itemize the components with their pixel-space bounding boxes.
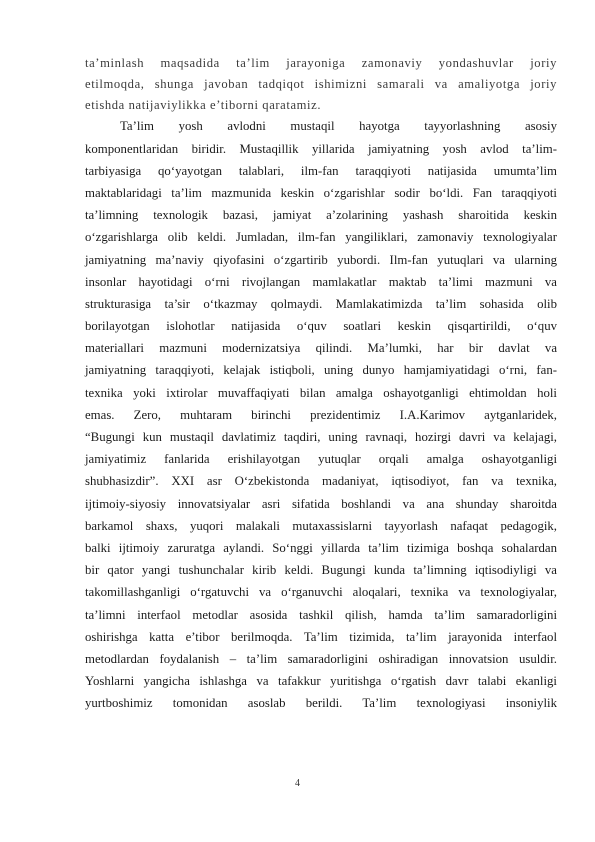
body-line: komponentlaridan biridir. Mustaqillik yillarida jamiyatning yosh avlod ta’lim- bbox=[85, 141, 557, 156]
body-line: oshirishga katta e’tibor berilmoqda. Ta’lim tizimida, ta’lim jarayonida interfaol bbox=[85, 629, 557, 644]
body-line: metodlardan foydalanish – ta’lim samaradorligini oshiradigan innovatsion usuldir. bbox=[85, 651, 557, 666]
body-line: “Bugungi kun mustaqil davlatimiz taqdiri, uning ravnaqi, hozirgi davri va kelajagi, bbox=[85, 430, 557, 445]
body-line: materiallari mazmuni modernizatsiya qilindi. Ma’lumki, har bir davlat va bbox=[85, 341, 557, 356]
body-line: insonlar hayotidagi o‘rni rivojlangan mamlakatlar maktab ta’limi mazmuni va bbox=[85, 274, 557, 289]
body-line: ta’limni interfaol metodlar asosida tashkil qilish, hamda ta’lim samaradorligini bbox=[85, 607, 557, 622]
body-line: jamiyatimiz fanlarida erishilayotgan yutuqlar orqali amalga oshayotganligi bbox=[85, 452, 557, 467]
body-line: Yoshlarni yangicha ishlashga va tafakkur yuritishga o‘rgatish davr talabi ekanligi bbox=[85, 674, 557, 689]
body-line: balki ijtimoiy zaruratga aylandi. So‘nggi yillarda ta’lim tizimiga boshqa sohalardan bbox=[85, 540, 557, 555]
body-line: borilayotgan islohotlar natijasida o‘quv soatlari keskin qisqartirildi, o‘quv bbox=[85, 319, 557, 334]
body-line: jamiyatning ma’naviy qiyofasini o‘zgartirib yubordi. Ilm-fan yutuqlari va ularning bbox=[85, 252, 557, 267]
intro-line: etishda natijaviylikka e’tiborni qaratamiz. bbox=[85, 97, 322, 112]
body-line: strukturasiga ta’sir o‘tkazmay qolmaydi. Mamlakatimizda ta’lim sohasida olib bbox=[85, 296, 557, 311]
body-line: yurtboshimiz tomonidan asoslab berildi. Ta’lim texnologiyasi insoniylik bbox=[85, 696, 557, 711]
body-line: shubhasizdir”. XXI asr O‘zbekistonda madaniyat, iqtisodiyot, fan va texnika, bbox=[85, 474, 557, 489]
body-line: jamiyatning taraqqiyoti, kelajak istiqboli, uning dunyo hamjamiyatidagi o‘rni, fan- bbox=[85, 363, 557, 378]
body-line: barkamol shaxs, yuqori malakali mutaxassislarni tayyorlash nafaqat pedagogik, bbox=[85, 518, 557, 533]
body-line: tarbiyasiga qo‘yayotgan talablari, ilm-fan taraqqiyoti natijasida umumta’lim bbox=[85, 163, 557, 178]
page-number: 4 bbox=[295, 778, 300, 789]
body-line: bir qator yangi tushunchalar kirib keldi. Bugungi kunda ta’limning iqtisodiyligi va bbox=[85, 563, 557, 578]
body-line: o‘zgarishlarga olib keldi. Jumladan, ilm-fan yangiliklari, zamonaviy texnologiyalar bbox=[85, 230, 557, 245]
body-line: ijtimoiy-siyosiy innovatsiyalar asri sifatida boshlandi va ana shunday sharoitda bbox=[85, 496, 557, 511]
intro-paragraph bbox=[85, 53, 557, 115]
main-paragraph bbox=[85, 115, 557, 714]
body-line: texnika yoki ixtirolar muvaffaqiyati bilan amalga oshayotganligi ehtimoldan holi bbox=[85, 385, 557, 400]
document-page bbox=[85, 53, 557, 714]
body-line: takomillashganligi o‘rgatuvchi va o‘rganuvchi aloqalari, texnika va texnologiyalar, bbox=[85, 585, 557, 600]
intro-line: ta’minlash maqsadida ta’lim jarayoniga zamonaviy yondashuvlar joriy bbox=[85, 56, 557, 70]
body-line: emas. Zero, muhtaram birinchi prezidentimiz I.A.Karimov aytganlaridek, bbox=[85, 407, 557, 422]
intro-line: etilmoqda, shunga javoban tadqiqot ishimizni samarali va amaliyotga joriy bbox=[85, 76, 557, 91]
body-line: maktablaridagi ta’lim mazmunida keskin o‘zgarishlar sodir bo‘ldi. Fan taraqqiyoti bbox=[85, 185, 557, 200]
body-line: ta’limning texnologik bazasi, jamiyat a’zolarining yashash sharoitida keskin bbox=[85, 208, 557, 223]
body-line: Ta’lim yosh avlodni mustaqil hayotga tayyorlashning asosiy bbox=[120, 119, 557, 134]
